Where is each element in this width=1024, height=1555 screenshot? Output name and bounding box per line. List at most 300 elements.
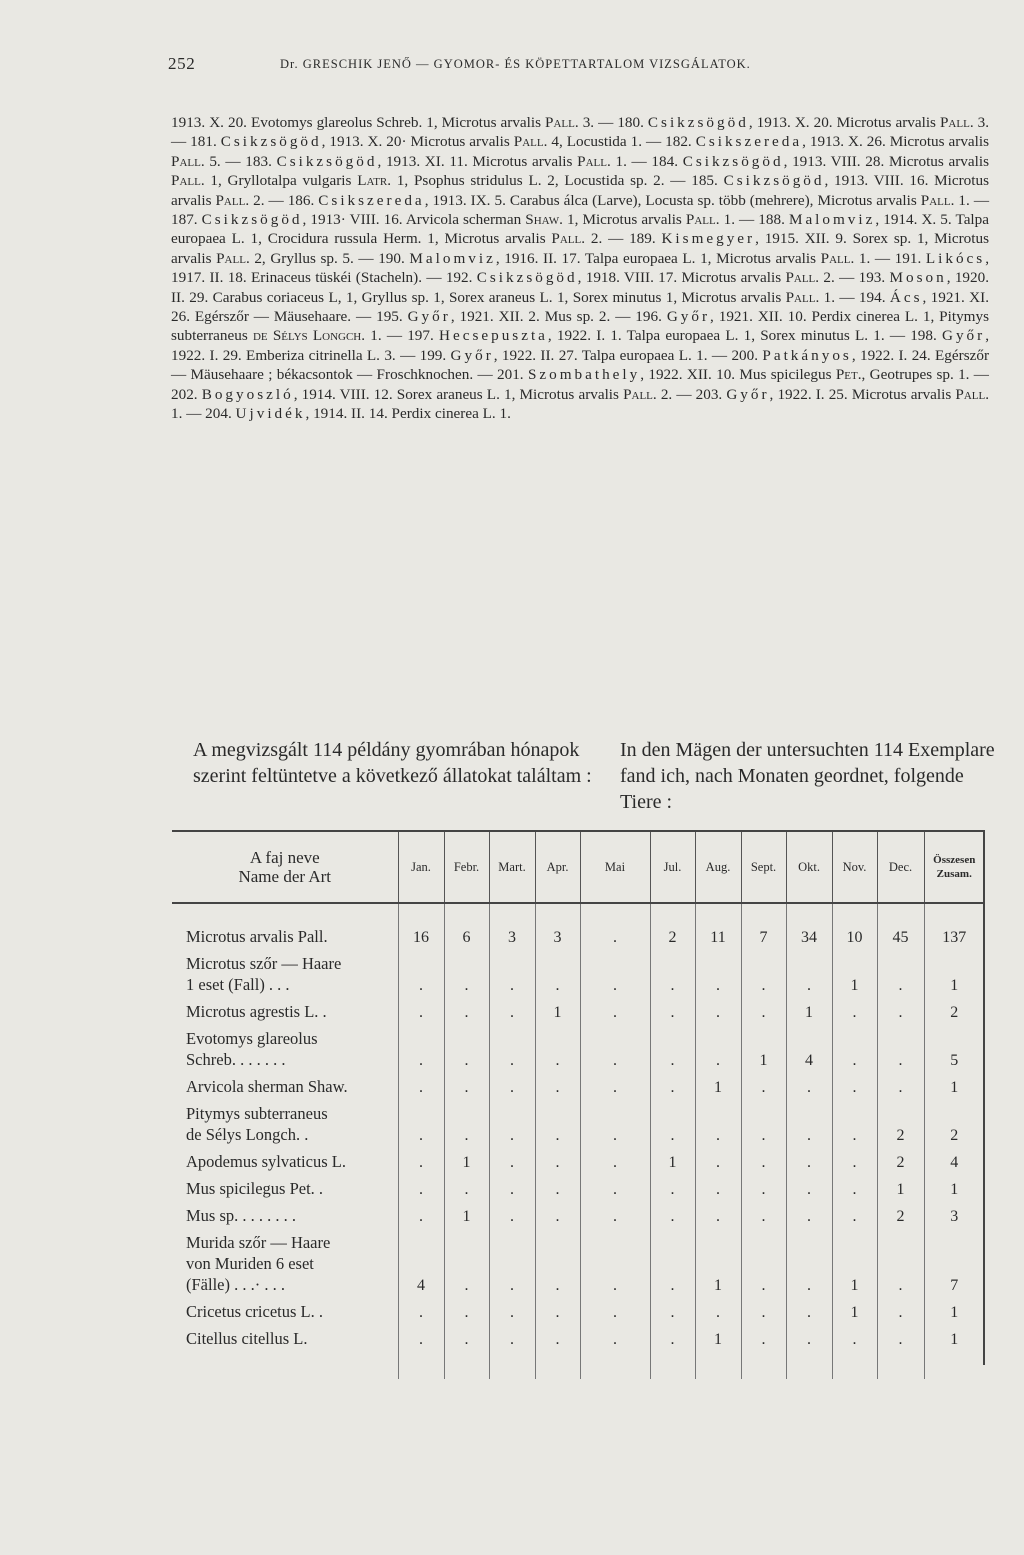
species-name-line: Mus spicilegus Pet. . xyxy=(186,1179,324,1198)
month-count-cell: . xyxy=(786,949,832,997)
species-name-line: Cricetus cricetus L. . xyxy=(186,1302,323,1321)
month-count-cell: . xyxy=(535,1201,580,1228)
author-abbrev: Pall xyxy=(955,385,986,403)
text-run: , 1914. VIII. 12. Sorex araneus L. 1, Microtus arvalis xyxy=(293,385,624,403)
author-abbrev: Pall xyxy=(171,152,201,170)
month-count-cell: . xyxy=(877,1228,924,1297)
text-run: . 1. — 191. xyxy=(850,249,926,267)
species-name-line: Microtus agrestis L. . xyxy=(186,1002,327,1021)
month-count-cell: 1 xyxy=(877,1174,924,1201)
table-row xyxy=(172,1174,984,1201)
species-name-line: (Fälle) . . .· . . . xyxy=(186,1275,285,1294)
month-count-cell: 7 xyxy=(741,903,786,949)
table-header xyxy=(172,831,984,903)
author-abbrev: Pall xyxy=(171,172,201,190)
species-name-cell xyxy=(172,1228,398,1297)
month-count-cell: 10 xyxy=(832,903,877,949)
species-name-line: Arvicola sherman Shaw. xyxy=(186,1077,348,1096)
month-count-cell: . xyxy=(832,1201,877,1228)
text-run: . 2. — 189. xyxy=(581,230,662,248)
text-run: , 1922. II. 27. Talpa europaea L. 1. — 200. xyxy=(493,346,763,364)
month-count-cell: 4 xyxy=(398,1228,444,1297)
text-run: ., Geotrupes sp. 1. — 202. xyxy=(171,366,989,403)
locality-name: Patkányos xyxy=(762,346,852,364)
month-count-cell: . xyxy=(877,1024,924,1072)
page-number: 252 xyxy=(168,54,196,73)
text-run: , 1916. II. 17. Talpa europaea L. 1, Microtus arvalis xyxy=(495,249,821,267)
text-run: , 1913. X. 20. Microtus arvalis xyxy=(748,114,940,131)
species-name-cell xyxy=(172,1072,398,1099)
column-header-species xyxy=(172,831,398,903)
total-count-cell: 1 xyxy=(924,949,984,997)
text-run: , 1915. XII. 9. Sorex sp. 1, Microtus arvalis xyxy=(171,230,989,267)
table-row xyxy=(172,1024,984,1072)
month-count-cell: . xyxy=(444,1072,489,1099)
month-count-cell: . xyxy=(444,1024,489,1072)
table-row xyxy=(172,1297,984,1324)
text-run: , 1917. II. 18. Erinaceus tüskéi (Stacheln). — 192. xyxy=(171,249,989,287)
author-abbrev: Pall xyxy=(577,152,607,170)
total-count-cell: 2 xyxy=(924,1099,984,1147)
locality-name: Malomviz xyxy=(409,249,496,267)
species-name-cell xyxy=(172,1099,398,1147)
species-name-cell xyxy=(172,1174,398,1201)
species-name-line: Evotomys glareolus xyxy=(186,1029,318,1048)
month-count-cell: . xyxy=(650,1201,695,1228)
column-header-month: Okt. xyxy=(786,831,832,903)
month-count-cell: . xyxy=(580,1201,650,1228)
table-row xyxy=(172,1228,984,1297)
locality-name: Ács xyxy=(889,288,923,306)
month-count-cell: . xyxy=(489,1324,535,1379)
specimen-list-text xyxy=(171,113,989,424)
text-run: , 1921. XII. 10. Perdix cinerea L. 1, Pitymys subterraneus xyxy=(171,308,989,345)
month-count-cell: . xyxy=(786,1147,832,1174)
author-abbrev: Pall xyxy=(215,191,246,209)
month-count-cell: . xyxy=(444,1324,489,1379)
species-name-cell xyxy=(172,997,398,1024)
month-count-cell: . xyxy=(398,1297,444,1324)
month-count-cell: . xyxy=(580,1024,650,1072)
month-count-cell: . xyxy=(444,1228,489,1297)
table-row xyxy=(172,1147,984,1174)
species-name-line: Murida szőr — Haare xyxy=(186,1233,331,1252)
species-name-line: Mus sp. . . . . . . . xyxy=(186,1206,297,1225)
locality-name: Csikzsögöd xyxy=(276,152,378,170)
species-by-month-table xyxy=(172,830,984,1379)
author-abbrev: Pall xyxy=(785,288,816,306)
text-run: , 1921. XII. 2. Mus sp. 2. — 196. xyxy=(450,308,667,326)
locality-name: Csikzsögöd xyxy=(201,211,303,229)
month-count-cell: . xyxy=(650,1099,695,1147)
month-count-cell: 1 xyxy=(650,1147,695,1174)
column-header-species-line: Name der Art xyxy=(238,867,332,886)
month-count-cell: . xyxy=(580,903,650,949)
month-count-cell: 1 xyxy=(695,1324,741,1379)
month-count-cell: 1 xyxy=(786,997,832,1024)
locality-name: Csikzsögöd xyxy=(647,114,749,131)
month-count-cell: 16 xyxy=(398,903,444,949)
locality-name: Bogyoszló xyxy=(201,385,294,403)
running-title: Dr. GRESCHIK JENŐ — GYOMOR- ÉS KÖPETTARTALOM VIZSGÁLATOK. xyxy=(280,57,751,71)
locality-name: Győr xyxy=(726,385,770,403)
month-count-cell: . xyxy=(650,949,695,997)
species-name-cell xyxy=(172,903,398,949)
month-count-cell: . xyxy=(695,997,741,1024)
column-header-month: Febr. xyxy=(444,831,489,903)
month-count-cell: . xyxy=(741,1324,786,1379)
species-name-cell xyxy=(172,1024,398,1072)
table-row xyxy=(172,1201,984,1228)
column-header-month: Apr. xyxy=(535,831,580,903)
month-count-cell: . xyxy=(489,1072,535,1099)
month-count-cell: . xyxy=(489,997,535,1024)
total-count-cell: 5 xyxy=(924,1024,984,1072)
month-count-cell: . xyxy=(741,1201,786,1228)
intro-hungarian xyxy=(193,737,593,789)
locality-name: Győr xyxy=(407,308,451,326)
month-count-cell: 2 xyxy=(877,1147,924,1174)
month-count-cell: . xyxy=(786,1174,832,1201)
text-run: . 2, Gryllus sp. 5. — 190. xyxy=(245,249,410,267)
table-row xyxy=(172,903,984,949)
month-count-cell: . xyxy=(535,1072,580,1099)
month-count-cell: . xyxy=(695,1174,741,1201)
month-count-cell: 1 xyxy=(695,1072,741,1099)
column-header-total-line: Összesen xyxy=(933,854,976,866)
month-count-cell: . xyxy=(741,949,786,997)
text-run: . 1, Psophus stridulus L. 2, Locustida sp. 2. — 185. xyxy=(387,172,724,190)
month-count-cell: . xyxy=(877,1324,924,1379)
column-header-month: Jan. xyxy=(398,831,444,903)
month-count-cell: . xyxy=(877,1297,924,1324)
total-count-cell: 1 xyxy=(924,1174,984,1201)
text-run: . 3. — 181. xyxy=(171,114,990,151)
author-abbrev: Shaw xyxy=(525,211,560,229)
month-count-cell: . xyxy=(786,1297,832,1324)
species-name-line: Citellus citellus L. xyxy=(186,1329,308,1348)
month-count-cell: . xyxy=(398,1201,444,1228)
text-run: , 1914. II. 14. Perdix cinerea L. 1. xyxy=(305,405,511,423)
locality-name: Győr xyxy=(450,346,494,364)
text-run: , 1920. II. 29. Carabus coriaceus L, 1, Gryllus sp. 1, Sorex araneus L. 1, Sorex minutus 1, Microtus arvalis xyxy=(171,269,989,306)
month-count-cell: . xyxy=(877,1072,924,1099)
month-count-cell: . xyxy=(535,949,580,997)
month-count-cell: . xyxy=(580,1174,650,1201)
month-count-cell: . xyxy=(877,997,924,1024)
month-count-cell: . xyxy=(580,1072,650,1099)
month-count-cell: . xyxy=(786,1324,832,1379)
month-count-cell: . xyxy=(741,997,786,1024)
species-name-cell xyxy=(172,1201,398,1228)
month-count-cell: . xyxy=(650,997,695,1024)
species-name-cell xyxy=(172,949,398,997)
month-count-cell: 1 xyxy=(535,997,580,1024)
month-count-cell: 1 xyxy=(832,1228,877,1297)
month-count-cell: . xyxy=(580,949,650,997)
month-count-cell: . xyxy=(489,1228,535,1297)
month-count-cell: . xyxy=(580,1099,650,1147)
month-count-cell: . xyxy=(695,949,741,997)
text-run: . 1, Microtus arvalis xyxy=(559,211,686,229)
month-count-cell: . xyxy=(535,1297,580,1324)
month-count-cell: . xyxy=(444,949,489,997)
month-count-cell: 4 xyxy=(786,1024,832,1072)
text-run: . 1. — 197. xyxy=(361,327,439,345)
species-name-cell xyxy=(172,1297,398,1324)
locality-name: Csikszereda xyxy=(318,191,425,209)
month-count-cell: . xyxy=(489,949,535,997)
month-count-cell: . xyxy=(650,1228,695,1297)
month-count-cell: . xyxy=(580,1324,650,1379)
species-name-line: von Muriden 6 eset xyxy=(186,1254,314,1273)
text-run: , 1922. XII. 10. Mus spicilegus xyxy=(640,366,836,384)
text-run: . 2. — 186. xyxy=(245,191,319,209)
text-run: . 1. — 204. xyxy=(171,385,990,423)
table-right-rule xyxy=(983,830,985,1365)
month-count-cell: . xyxy=(650,1297,695,1324)
column-header-month: Sept. xyxy=(741,831,786,903)
month-count-cell: . xyxy=(398,1174,444,1201)
table-body xyxy=(172,903,984,1379)
text-run: , 1913. VIII. 28. Microtus arvalis xyxy=(783,152,989,170)
table-header-row xyxy=(172,831,984,903)
month-count-cell: . xyxy=(832,1072,877,1099)
month-count-cell: 45 xyxy=(877,903,924,949)
specimen-list-paragraph xyxy=(171,113,989,424)
month-count-cell: . xyxy=(398,1324,444,1379)
month-count-cell: 2 xyxy=(877,1099,924,1147)
month-count-cell: . xyxy=(695,1099,741,1147)
month-count-cell: 1 xyxy=(741,1024,786,1072)
locality-name: Csikzsögöd xyxy=(682,152,784,170)
month-count-cell: . xyxy=(650,1324,695,1379)
month-count-cell: . xyxy=(650,1072,695,1099)
month-count-cell: 3 xyxy=(535,903,580,949)
month-count-cell: . xyxy=(580,997,650,1024)
column-header-month: Nov. xyxy=(832,831,877,903)
month-count-cell: . xyxy=(695,1147,741,1174)
table-row xyxy=(172,1072,984,1099)
column-header-month: Dec. xyxy=(877,831,924,903)
month-count-cell: . xyxy=(741,1228,786,1297)
author-abbrev: Pall xyxy=(685,211,716,229)
total-count-cell: 137 xyxy=(924,903,984,949)
month-count-cell: 1 xyxy=(832,1297,877,1324)
text-run: , 1914. X. 5. Talpa europaea L. 1, Crocidura russula Herm. 1, Microtus arvalis xyxy=(171,211,989,248)
species-name-line: de Sélys Longch. . xyxy=(186,1125,309,1144)
intro-german-text: In den Mägen der untersuchten 114 Exemplare fand ich, nach Monaten geordnet, folgende Tiere : xyxy=(620,739,995,813)
locality-name: Győr xyxy=(941,327,986,345)
text-run: . 1. — 184. xyxy=(606,152,683,170)
text-run: . 1. — 188. xyxy=(715,211,789,229)
text-run: , 1913. X. 26. Microtus arvalis xyxy=(802,133,990,151)
text-run: , 1913. XI. 11. Microtus arvalis xyxy=(377,152,578,170)
text-run: , 1913. VIII. 16. Microtus arvalis xyxy=(171,172,989,209)
month-count-cell: . xyxy=(832,1024,877,1072)
author-abbrev: Pall xyxy=(216,249,246,267)
table-row xyxy=(172,997,984,1024)
month-count-cell: 11 xyxy=(695,903,741,949)
month-count-cell: . xyxy=(398,1024,444,1072)
author-abbrev: Pall xyxy=(623,385,653,403)
month-count-cell: . xyxy=(444,1174,489,1201)
month-count-cell: . xyxy=(535,1147,580,1174)
table-row xyxy=(172,949,984,997)
text-run: . 2. — 203. xyxy=(652,385,727,403)
month-count-cell: 6 xyxy=(444,903,489,949)
author-abbrev: Pall xyxy=(820,249,851,267)
species-name-line: 1 eset (Fall) . . . xyxy=(186,975,290,994)
author-abbrev: Pall xyxy=(920,191,951,209)
month-count-cell: 3 xyxy=(489,903,535,949)
column-header-species-line: A faj neve xyxy=(249,848,320,867)
author-abbrev: Latr xyxy=(357,172,388,190)
month-count-cell: . xyxy=(832,1099,877,1147)
species-name-line: Pitymys subterraneus xyxy=(186,1104,328,1123)
locality-name: Csikzsögöd xyxy=(220,133,322,151)
month-count-cell: . xyxy=(786,1099,832,1147)
column-header-total xyxy=(924,831,984,903)
column-header-total-line: Zusam. xyxy=(936,868,972,880)
locality-name: Ujvidék xyxy=(235,405,306,423)
locality-name: Csikzsögöd xyxy=(723,172,825,190)
text-run: , 1922. I. 25. Microtus arvalis xyxy=(769,385,956,403)
month-count-cell: . xyxy=(535,1024,580,1072)
month-count-cell: . xyxy=(398,1072,444,1099)
month-count-cell: . xyxy=(786,1228,832,1297)
table-row xyxy=(172,1099,984,1147)
total-count-cell: 2 xyxy=(924,997,984,1024)
month-count-cell: . xyxy=(535,1099,580,1147)
species-name-cell xyxy=(172,1147,398,1174)
month-count-cell: 1 xyxy=(444,1147,489,1174)
month-count-cell: . xyxy=(695,1024,741,1072)
column-header-month: Mai xyxy=(580,831,650,903)
month-count-cell: . xyxy=(580,1228,650,1297)
species-name-line: Schreb. . . . . . . xyxy=(186,1050,286,1069)
month-count-cell: . xyxy=(741,1174,786,1201)
text-run: 1913. X. 20. Evotomys glareolus Schreb. 1, Microtus arvalis xyxy=(171,114,546,131)
intro-german xyxy=(620,737,995,815)
month-count-cell: . xyxy=(650,1174,695,1201)
total-count-cell: 1 xyxy=(924,1072,984,1099)
month-count-cell: . xyxy=(489,1174,535,1201)
month-count-cell: . xyxy=(398,997,444,1024)
column-header-month: Mart. xyxy=(489,831,535,903)
author-abbrev: Pall xyxy=(551,230,582,248)
species-name-line: Microtus szőr — Haare xyxy=(186,954,342,973)
month-count-cell: . xyxy=(535,1174,580,1201)
text-run: . 5. — 183. xyxy=(200,152,277,170)
total-count-cell: 7 xyxy=(924,1228,984,1297)
month-count-cell: . xyxy=(741,1099,786,1147)
locality-name: Győr xyxy=(666,308,711,326)
author-abbrev: Pall xyxy=(513,133,544,151)
total-count-cell: 1 xyxy=(924,1297,984,1324)
column-header-month: Aug. xyxy=(695,831,741,903)
month-count-cell: . xyxy=(741,1147,786,1174)
month-count-cell: 1 xyxy=(832,949,877,997)
month-count-cell: 1 xyxy=(695,1228,741,1297)
text-run: . 4, Locustida 1. — 182. xyxy=(543,133,696,151)
species-name-line: Apodemus sylvaticus L. xyxy=(186,1152,346,1171)
locality-name: Csikzsögöd xyxy=(476,269,578,287)
month-count-cell: . xyxy=(580,1297,650,1324)
author-abbrev: Pall xyxy=(939,114,970,131)
month-count-cell: . xyxy=(444,1297,489,1324)
month-count-cell: . xyxy=(398,1147,444,1174)
species-name-line: Microtus arvalis Pall. xyxy=(186,927,328,946)
month-count-cell: . xyxy=(877,949,924,997)
month-count-cell: . xyxy=(650,1024,695,1072)
month-count-cell: . xyxy=(695,1297,741,1324)
month-count-cell: . xyxy=(444,1099,489,1147)
intro-hungarian-text: A megvizsgált 114 példány gyomrában hónapok szerint feltüntetve a következő állatokat találtam : xyxy=(193,739,592,787)
table-row xyxy=(172,1324,984,1379)
locality-name: Csikszereda xyxy=(695,133,803,151)
text-run: . 1, Gryllotalpa vulgaris xyxy=(200,172,358,190)
locality-name: Likócs xyxy=(925,249,986,267)
text-run: , 1921. XI. 26. Egérszőr — Mäusehaare. — 195. xyxy=(171,288,989,326)
text-run: , 1922. I. 24. Egérszőr — Mäusehaare ; békacsontok — Froschknochen. — 201. xyxy=(171,346,990,384)
month-count-cell: 2 xyxy=(650,903,695,949)
text-run: , 1913· VIII. 16. Arvicola scherman xyxy=(302,211,526,229)
text-run: , 1913. IX. 5. Carabus álca (Larve), Locusta sp. több (mehrere), Microtus arvalis xyxy=(424,191,921,209)
month-count-cell: . xyxy=(489,1297,535,1324)
total-count-cell: 1 xyxy=(924,1324,984,1379)
species-name-cell xyxy=(172,1324,398,1379)
month-count-cell: . xyxy=(786,1072,832,1099)
month-count-cell: . xyxy=(832,1174,877,1201)
total-count-cell: 4 xyxy=(924,1147,984,1174)
month-count-cell: . xyxy=(580,1147,650,1174)
month-count-cell: . xyxy=(489,1201,535,1228)
month-count-cell: 34 xyxy=(786,903,832,949)
month-count-cell: . xyxy=(444,997,489,1024)
month-count-cell: . xyxy=(741,1072,786,1099)
month-count-cell: 2 xyxy=(877,1201,924,1228)
month-count-cell: . xyxy=(832,1324,877,1379)
locality-name: Malomviz xyxy=(788,211,876,229)
text-run: , 1913. X. 20· Microtus arvalis xyxy=(321,133,514,151)
text-run: , 1922. I. 1. Talpa europaea L. 1, Sorex minutus L. 1. — 198. xyxy=(547,327,942,345)
text-run: . 2. — 193. xyxy=(815,269,890,287)
month-count-cell: . xyxy=(489,1099,535,1147)
month-count-cell: . xyxy=(398,1099,444,1147)
text-run: , 1922. I. 29. Emberiza citrinella L. 3. — 199. xyxy=(171,327,989,364)
month-count-cell: . xyxy=(741,1297,786,1324)
month-count-cell: . xyxy=(398,949,444,997)
month-count-cell: . xyxy=(489,1147,535,1174)
text-run: . 1. — 187. xyxy=(171,191,990,229)
month-count-cell: . xyxy=(535,1324,580,1379)
month-count-cell: . xyxy=(535,1228,580,1297)
text-run: . 1. — 194. xyxy=(815,288,890,306)
month-count-cell: . xyxy=(786,1201,832,1228)
month-count-cell: . xyxy=(832,997,877,1024)
locality-name: Szombathely xyxy=(527,366,641,384)
locality-name: Hecsepuszta xyxy=(439,327,548,345)
column-header-month: Jul. xyxy=(650,831,695,903)
month-count-cell: . xyxy=(695,1201,741,1228)
text-run: . 3. — 180. xyxy=(574,114,648,131)
month-count-cell: 1 xyxy=(444,1201,489,1228)
month-count-cell: . xyxy=(489,1024,535,1072)
total-count-cell: 3 xyxy=(924,1201,984,1228)
author-abbrev: Pall xyxy=(785,269,816,287)
author-abbrev: Pall xyxy=(545,114,575,131)
